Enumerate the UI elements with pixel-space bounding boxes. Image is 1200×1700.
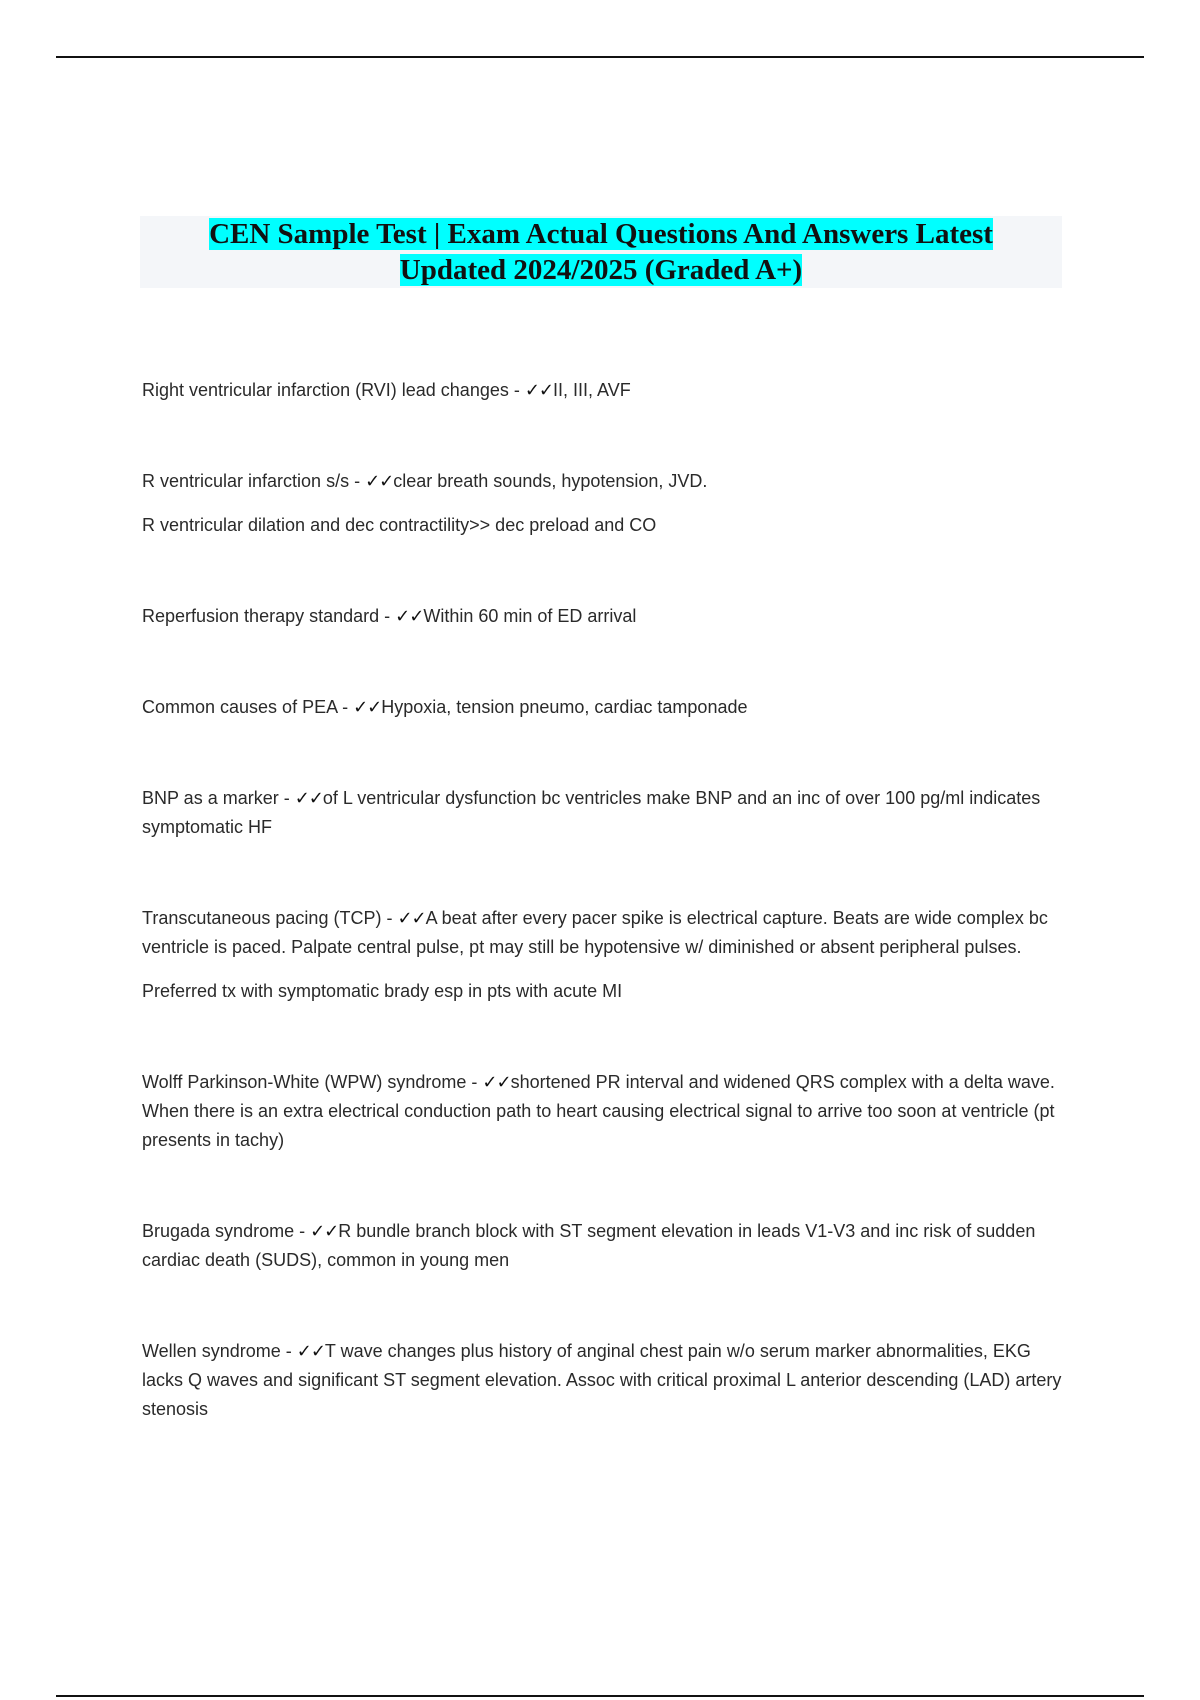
question-text: Transcutaneous pacing (TCP) -: [142, 908, 398, 928]
question-text: R ventricular infarction s/s -: [142, 471, 366, 491]
qa-item-bnp: [142, 784, 1062, 842]
question-text: Wolff Parkinson-White (WPW) syndrome -: [142, 1072, 483, 1092]
qa-item-tcp: [142, 904, 1062, 962]
question-text: Right ventricular infarction (RVI) lead changes -: [142, 380, 525, 400]
answer-text: clear breath sounds, hypotension, JVD.: [393, 471, 708, 491]
qa-item-pea-causes: [142, 693, 1062, 722]
qa-list: [142, 376, 1062, 1424]
check-mark-icon: ✓✓: [296, 1341, 325, 1361]
qa-item-rvi-leads: [142, 376, 1062, 405]
answer-text: of L ventricular dysfunction bc ventricles make BNP and an inc of over 100 pg/ml indicates symptomatic HF: [142, 788, 1041, 837]
qa-item-rvi-continuation: [142, 511, 1062, 540]
check-mark-icon: ✓✓: [524, 380, 554, 400]
title-line-2: Updated 2024/2025 (Graded A+): [399, 254, 803, 286]
qa-item-brugada: [142, 1217, 1062, 1275]
document-title: [140, 216, 1062, 288]
answer-continuation: R ventricular dilation and dec contractility>> dec preload and CO: [142, 515, 657, 535]
check-mark-icon: ✓✓: [310, 1221, 339, 1241]
qa-item-reperfusion: [142, 602, 1062, 631]
qa-item-tcp-continuation: [142, 977, 1062, 1006]
answer-continuation: Preferred tx with symptomatic brady esp in pts with acute MI: [142, 981, 623, 1001]
question-text: Brugada syndrome -: [142, 1221, 311, 1241]
check-mark-icon: ✓✓: [395, 606, 424, 626]
check-mark-icon: ✓✓: [294, 788, 323, 808]
qa-item-wellen: [142, 1337, 1062, 1424]
answer-text: Hypoxia, tension pneumo, cardiac tamponade: [381, 697, 748, 717]
answer-text: T wave changes plus history of anginal chest pain w/o serum marker abnormalities, EKG lacks Q waves and significant ST segment elevation. Assoc with critical proximal L anterior descending (LAD) artery stenosis: [142, 1341, 1062, 1419]
answer-text: II, III, AVF: [553, 380, 631, 400]
title-line-1: CEN Sample Test | Exam Actual Questions And Answers Latest: [209, 218, 993, 250]
qa-item-rvi-signs: [142, 467, 1062, 496]
check-mark-icon: ✓✓: [365, 471, 394, 491]
question-text: BNP as a marker -: [142, 788, 295, 808]
bottom-rule: [56, 1695, 1144, 1697]
answer-text: A beat after every pacer spike is electrical capture. Beats are wide complex bc ventricle is paced. Palpate central pulse, pt may still be hypotensive w/ diminished or absent peripheral pulses.: [142, 908, 1048, 957]
question-text: Reperfusion therapy standard -: [142, 606, 396, 626]
qa-item-wpw: [142, 1068, 1062, 1155]
question-text: Common causes of PEA -: [142, 697, 354, 717]
answer-text: shortened PR interval and widened QRS complex with a delta wave. When there is an extra electrical conduction path to heart causing electrical signal to arrive too soon at ventricle (pt presents in tachy): [142, 1072, 1055, 1150]
answer-text: R bundle branch block with ST segment elevation in leads V1-V3 and inc risk of sudden cardiac death (SUDS), common in young men: [142, 1221, 1036, 1270]
top-rule: [56, 56, 1144, 58]
check-mark-icon: ✓✓: [397, 908, 426, 928]
check-mark-icon: ✓✓: [482, 1072, 511, 1092]
check-mark-icon: ✓✓: [353, 697, 382, 717]
question-text: Wellen syndrome -: [142, 1341, 297, 1361]
answer-text: Within 60 min of ED arrival: [423, 606, 637, 626]
